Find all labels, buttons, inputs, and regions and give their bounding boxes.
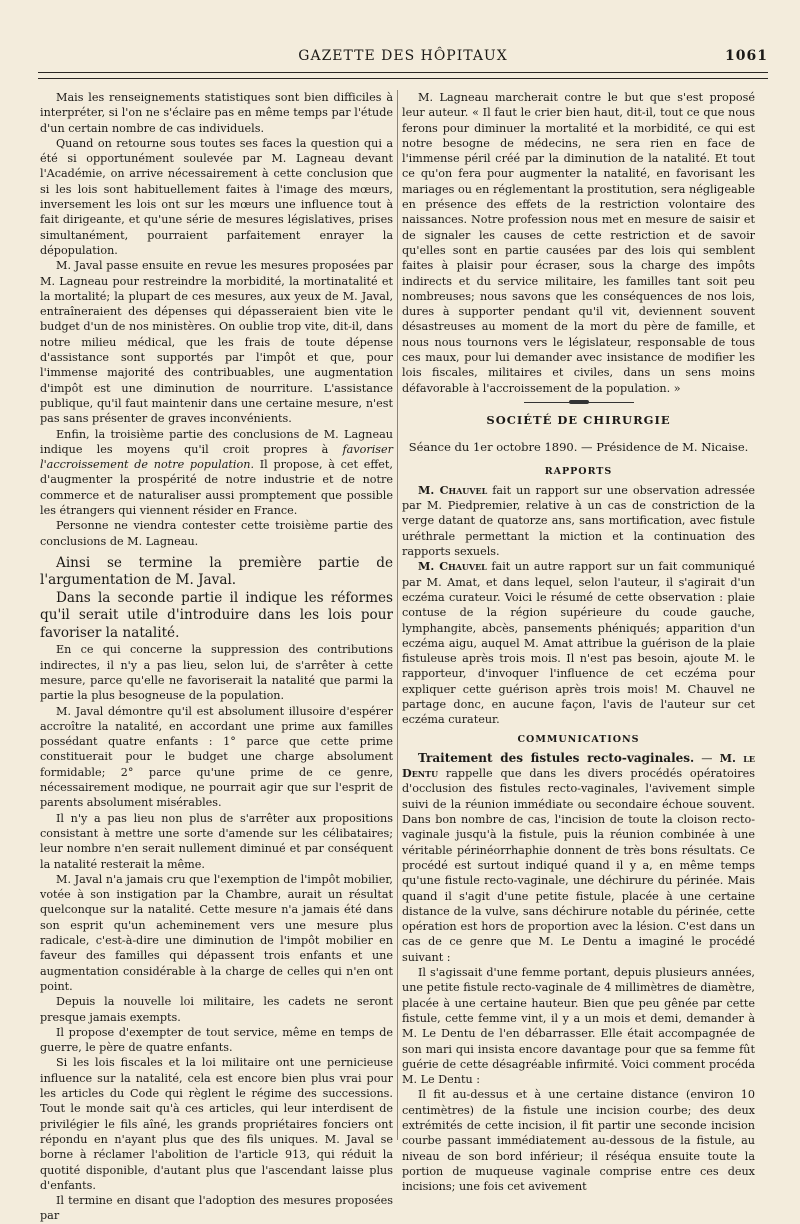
paragraph: M. Javal démontre qu'il est absolument illusoire d'espérer accroître la natalité, en accordant une prime aux familles possédant quatre enfants : 1° parce que cette prime constituerait pour le budget une charge absolument formidable; 2° parce qu'une prime de ce genre, nécessairement modique, ne pourrait agir que sur l'esprit de parents absolument misérables.: [40, 704, 393, 810]
left-column: [40, 90, 393, 1224]
speaker-name: M. Chauvel: [418, 482, 488, 497]
paragraph: Il fit au-dessus et à une certaine distance (environ 10 centimètres) de la fistule une incision courbe; des deux extrémités de cette incision, il fit partir une seconde incision courbe passant immédiatement au-dessous de la fistule, au niveau de son bord inférieur; il réséqua ensuite toute la portion de muqueuse vaginale comprise entre ces deux incisions; une fois cet avivement: [402, 1088, 755, 1194]
paragraph: Mais les renseignements statistiques sont bien difficiles à interpréter, si l'on ne s'éclaire pas en même temps par l'étude d'un certain nombre de cas individuels.: [40, 91, 393, 135]
text-span: Enfin, la troisième partie des conclusions de M. Lagneau indique les moyens qu'il croit propres à: [40, 427, 393, 456]
page-header: [38, 48, 768, 70]
paragraph: [402, 483, 755, 559]
large-paragraph: Dans la seconde partie il indique les réformes qu'il serait utile d'introduire dans les lois pour favoriser la natalité.: [40, 589, 393, 641]
text-span: Il propose, à cet effet, d'augmenter la prospérité de notre industrie et de notre commerce et de naturaliser aussi promptement que possible les étrangers qui viennent résider en France.: [40, 458, 393, 518]
paragraph: Il s'agissait d'une femme portant, depuis plusieurs années, une petite fistule recto-vaginale de 4 millimètres de diamètre, placée à une certaine hauteur. Bien que peu gênée par cette fistule, cette femme vint, il y a un mois et demi, demander à M. Le Dentu de l'en débarrasser. Elle était accompagnée de son mari qui insista encore davantage pour que sa femme fût guérie de cette désagréable infirmité. Voici comment procéda M. Le Dentu :: [402, 966, 755, 1087]
communications-heading: COMMUNICATIONS: [517, 733, 640, 745]
rapports-heading: RAPPORTS: [544, 465, 613, 477]
paragraph: En ce qui concerne la suppression des contributions indirectes, il n'y a pas lieu, selon lui, de s'arrêter à cette mesure, parce qu'elle ne favoriserait la natalité que parmi la partie la plus besogneuse de la population.: [40, 643, 393, 703]
speaker-name: M. Chauvel: [418, 559, 487, 574]
paragraph: [402, 751, 755, 965]
session-line: Séance du 1er octobre 1890. — Présidence de M. Nicaise.: [408, 440, 749, 455]
paragraph: Depuis la nouvelle loi militaire, les cadets ne seront presque jamais exempts.: [40, 995, 393, 1024]
right-column: [402, 90, 755, 1194]
text-span: fait un rapport sur une observation adressée par M. Piedpremier, relative à un cas de constriction de la verge datant de quatorze ans, sans mortification, avec fistule uréthrale permettant la miction et la continuation des rapports sexuels.: [402, 483, 756, 559]
header-rule-bottom: [38, 78, 768, 79]
page-number: 1061: [725, 48, 768, 64]
text-span: rappelle que dans les divers procédés opératoires d'occlusion des fistules recto-vaginales, l'avivement simple suivi de la réunion immédiate ou secondaire échoue souvent. Dans bon nombre de cas, l'incision de toute la cloison recto-vaginale jusqu'à la fistule, puis la réunion combinée à une véritable périnéorrhaphie donnent de très bons résultats. Ce procédé est surtout indiqué quand il y a, en même temps qu'une fistule recto-vaginale, une déchirure du périnée. Mais quand il s'agit d'une petite fistule, placée à une certaine distance de la vulve, sans déchirure notable du périnée, cette opération est hors de proportion avec la lésion. C'est dans un cas de ce genre que M. Le Dentu a imaginé le procédé suivant :: [402, 767, 755, 964]
paragraph: [402, 559, 755, 727]
paragraph: Si les lois fiscales et la loi militaire ont une pernicieuse influence sur la natalité, cela est encore bien plus vrai pour les articles du Code qui règlent le régime des successions. Tout le monde sait qu'à ces articles, qui leur interdisent de privilégier le fils aîné, les grands propriétaires fonciers ont répondu en n'ayant plus que des fils uniques. M. Javal se borne à réclamer l'abolition de l'article 913, qui réduit la quotité disponible, d'autant plus que l'ascendant laisse plus d'enfants.: [40, 1056, 393, 1192]
ornamental-rule: [524, 402, 634, 403]
paragraph: Quand on retourne sous toutes ses faces la question qui a été si opportunément soulevée par M. Lagneau devant l'Académie, on arrive nécessairement à cette conclusion que si les lois sont habituellement faites à l'image des mœurs, inversement les lois ont sur les mœurs une influence tout à fait dirigeante, et qu'une série de mesures législatives, prises simultanément, pourraient parfaitement enrayer la dépopulation.: [40, 136, 393, 257]
section-title: SOCIÉTÉ DE CHIRURGIE: [486, 412, 671, 427]
paragraph: M. Javal passe ensuite en revue les mesures proposées par M. Lagneau pour restreindre la morbidité, la mortinatalité et la mortalité; la plupart de ces mesures, aux yeux de M. Javal, entraîneraient des dépenses qui dépasseraient bien vite le budget d'un de nos ministères. On oublie trop vite, dit-il, dans notre milieu médical, que les frais de toute dépense d'assistance sont supportés par l'impôt et que, pour l'immense majorité des contribuables, une augmentation d'impôt est une diminution de nourriture. L'assistance publique, qu'il faut maintenir dans une certaine mesure, n'est pas sans présenter de graves inconvénients.: [40, 259, 393, 426]
paragraph: M. Lagneau marcherait contre le but que s'est proposé leur auteur. « Il faut le crier bien haut, dit-il, tout ce que nous ferons pour diminuer la mortalité et la morbidité, ce qui est notre besogne de médecins, ne sera rien en face de l'immense péril créé par la diminution de la natalité. Et tout ce qu'on fera pour augmenter la natalité, en favorisant les mariages ou en réglementant la prostitution, sera négligeable en présence des effets de la restriction volontaire des naissances. Notre profession nous met en mesure de saisir et de signaler les causes de cette restriction et de savoir qu'elles sont en partie causées par des lois qui semblent faites à plaisir pour écraser, sous la charge des impôts indirects et du service militaire, les familles tant soit peu nombreuses; nous savons que les conséquences de nos lois, dures à supporter pendant qu'il vit, deviennent souvent désastreuses au moment de la mort du père de famille, et nous nous tournons vers le législateur, responsable de tous ces maux, pour lui demander avec insistance de modifier les lois fiscales, militaires et civiles, dans un sens moins défavorable à l'accroissement de la population. »: [402, 91, 755, 395]
paragraph: Personne ne viendra contester cette troisième partie des conclusions de M. Lagneau.: [40, 519, 393, 548]
large-paragraph: Ainsi se termine la première partie de l'argumentation de M. Javal.: [40, 554, 393, 589]
journal-title: GAZETTE DES HÔPITAUX: [298, 48, 508, 64]
communication-title: Traitement des fistules recto-vaginales.: [418, 750, 695, 765]
italic-span: favoriser l'accroissement de notre population.: [40, 442, 393, 472]
speaker-name: M. le Dentu: [402, 750, 755, 781]
paragraph: M. Javal n'a jamais cru que l'exemption de l'impôt mobilier, votée à son instigation par la Chambre, aurait un résultat quelconque sur la natalité. Cette mesure n'a jamais été dans son esprit qu'un acheminement vers une mesure plus radicale, c'est-à-dire une diminution de l'impôt mobilier en faveur des familles qui dépassent trois enfants et une augmentation considérable à la charge de celles qui n'en ont point.: [40, 872, 393, 993]
paragraph: Il propose d'exempter de tout service, même en temps de guerre, le père de quatre enfants.: [40, 1025, 393, 1055]
text-span: —: [694, 751, 720, 765]
column-divider: [397, 90, 398, 1140]
paragraph: [40, 427, 393, 519]
paragraph: Il n'y a pas lieu non plus de s'arrêter aux propositions consistant à mettre une sorte d'amende sur les célibataires; leur nombre n'en serait nullement diminué et par conséquent la natalité resterait la même.: [40, 811, 393, 871]
header-rule-top: [38, 72, 768, 73]
paragraph: Il termine en disant que l'adoption des mesures proposées par: [40, 1194, 393, 1223]
text-span: fait un autre rapport sur un fait communiqué par M. Amat, et dans lequel, selon l'auteur, il s'agirait d'un eczéma curateur. Voici le résumé de cette observation : plaie contuse de la région supérieure du coude gauche, lymphangite, abcès, pansements phéniqués; apparition d'un eczéma aigu, auquel M. Amat attribue la guérison de la plaie fistuleuse après trois mois. Il n'est pas besoin, ajoute M. le rapporteur, d'invoquer l'influence de cet eczéma pour expliquer cette guérison après trois mois! M. Chauvel ne partage donc, en aucune façon, l'avis de l'auteur sur cet eczéma curateur.: [402, 560, 756, 727]
